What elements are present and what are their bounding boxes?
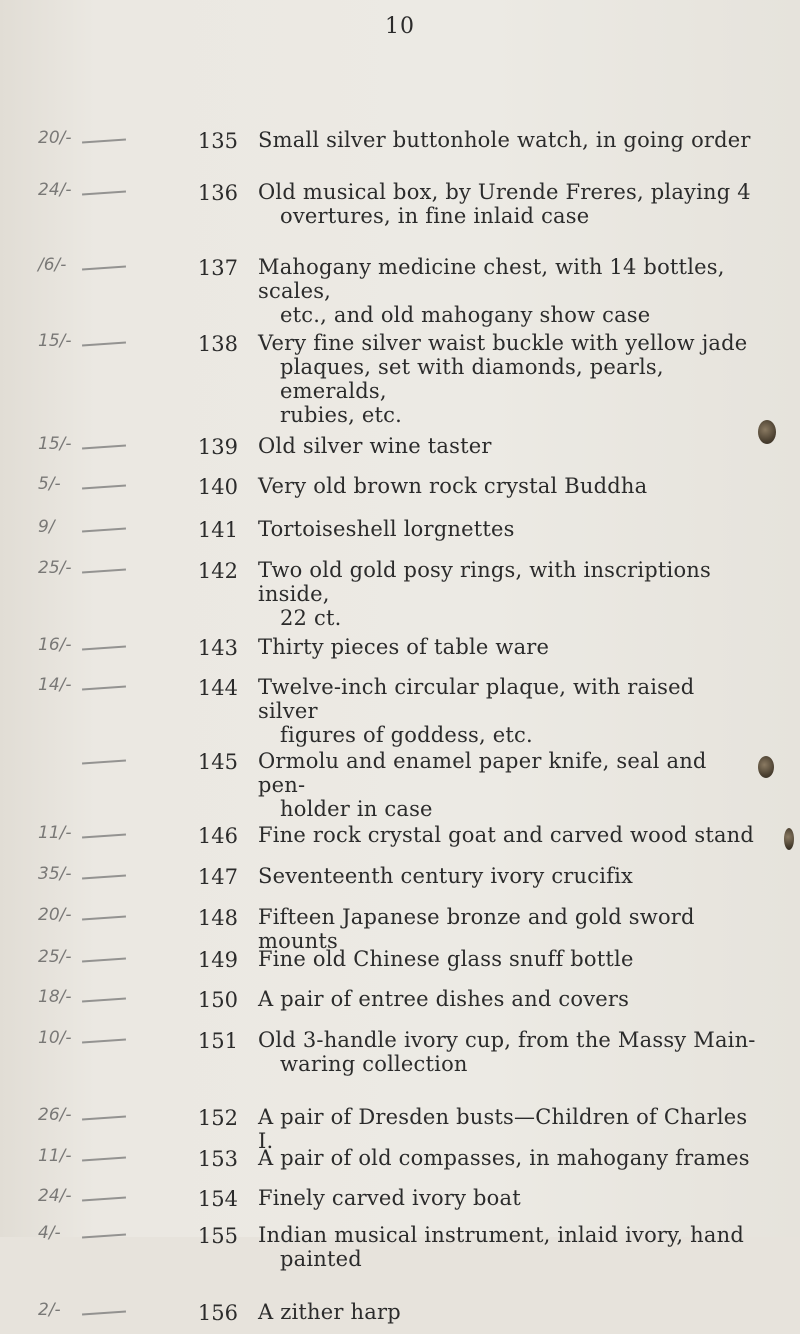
lot-description xyxy=(258,180,758,228)
handwritten-price-mark xyxy=(24,1186,174,1220)
lot-description xyxy=(258,1223,758,1271)
lot-description xyxy=(258,1300,758,1324)
price-mark-text: 26/- xyxy=(38,1105,72,1125)
pencil-stroke xyxy=(82,833,126,838)
price-mark-text: 35/- xyxy=(38,864,72,884)
lot-number: 141 xyxy=(197,518,238,542)
description-line: rubies, etc. xyxy=(280,403,402,427)
description-line: A pair of entree dishes and covers xyxy=(258,987,630,1011)
description-line: Very old brown rock crystal Buddha xyxy=(258,474,648,498)
price-mark-text: 2/- xyxy=(38,1300,61,1320)
pencil-stroke xyxy=(82,138,126,143)
lot-number: 136 xyxy=(197,181,238,205)
description-line: A pair of Dresden busts—Children of Charles I. xyxy=(258,1105,748,1153)
lot-description xyxy=(258,675,758,747)
pencil-stroke xyxy=(82,1115,126,1120)
handwritten-price-mark xyxy=(24,558,174,592)
description-line: Ormolu and enamel paper knife, seal and pen- xyxy=(258,749,707,797)
handwritten-price-mark xyxy=(24,947,174,981)
price-mark-text: 24/- xyxy=(38,1186,72,1206)
lot-number: 145 xyxy=(197,750,238,774)
lot-description xyxy=(258,331,758,427)
lot-number: 151 xyxy=(197,1029,238,1053)
handwritten-price-mark xyxy=(24,864,174,898)
description-line: Tortoiseshell lorgnettes xyxy=(258,517,515,541)
description-line: 22 ct. xyxy=(280,606,342,630)
lot-number: 135 xyxy=(197,129,238,153)
lot-number: 148 xyxy=(197,906,238,930)
pencil-stroke xyxy=(82,957,126,962)
lot-number: 142 xyxy=(197,559,238,583)
description-line: Indian musical instrument, inlaid ivory, hand xyxy=(258,1223,744,1247)
lot-description xyxy=(258,823,758,847)
pencil-stroke xyxy=(82,341,126,346)
lot-number: 140 xyxy=(197,475,238,499)
price-mark-text: /6/- xyxy=(38,255,67,275)
price-mark-text: 18/- xyxy=(38,987,72,1007)
description-line: figures of goddess, etc. xyxy=(280,723,533,747)
handwritten-price-mark xyxy=(24,749,174,783)
description-line: Thirty pieces of table ware xyxy=(258,635,550,659)
lot-number: 144 xyxy=(197,676,238,700)
pencil-stroke xyxy=(82,568,126,573)
description-line: waring collection xyxy=(280,1052,468,1076)
description-line: Old silver wine taster xyxy=(258,434,492,458)
page-number: 10 xyxy=(385,14,415,39)
handwritten-price-mark xyxy=(24,675,174,709)
ink-blot xyxy=(758,420,776,444)
description-line: Old musical box, by Urende Freres, playing 4 xyxy=(258,180,751,204)
description-line: plaques, set with diamonds, pearls, emeralds, xyxy=(280,355,664,403)
handwritten-price-mark xyxy=(24,1223,174,1257)
price-mark-text: 4/- xyxy=(38,1223,61,1243)
description-line: Very fine silver waist buckle with yellow jade xyxy=(258,331,748,355)
description-line: Fine old Chinese glass snuff bottle xyxy=(258,947,634,971)
handwritten-price-mark xyxy=(24,1300,174,1334)
price-mark-text: 25/- xyxy=(38,947,72,967)
lot-description xyxy=(258,905,758,953)
price-mark-text: 20/- xyxy=(38,905,72,925)
description-line: Small silver buttonhole watch, in going order xyxy=(258,128,751,152)
description-line: A zither harp xyxy=(258,1300,401,1324)
handwritten-price-mark xyxy=(24,823,174,857)
handwritten-price-mark xyxy=(24,517,174,551)
description-line: Two old gold posy rings, with inscriptions inside, xyxy=(258,558,712,606)
lot-description xyxy=(258,864,758,888)
lot-description xyxy=(258,635,758,659)
description-line: Old 3-handle ivory cup, from the Massy Main- xyxy=(258,1028,756,1052)
price-mark-text: 5/- xyxy=(38,474,61,494)
lot-description xyxy=(258,1028,758,1076)
description-line: etc., and old mahogany show case xyxy=(280,303,651,327)
handwritten-price-mark xyxy=(24,474,174,508)
description-line: Seventeenth century ivory crucifix xyxy=(258,864,634,888)
pencil-stroke xyxy=(82,645,126,650)
lot-number: 138 xyxy=(197,332,238,356)
pencil-stroke xyxy=(82,265,126,270)
pencil-stroke xyxy=(82,1156,126,1161)
lot-description xyxy=(258,1186,758,1210)
price-mark-text: 24/- xyxy=(38,180,72,200)
pencil-stroke xyxy=(82,484,126,489)
handwritten-price-mark xyxy=(24,331,174,365)
description-line: Fine rock crystal goat and carved wood stand xyxy=(258,823,755,847)
handwritten-price-mark xyxy=(24,180,174,214)
price-mark-text: 20/- xyxy=(38,128,72,148)
lot-number: 156 xyxy=(197,1301,238,1325)
pencil-stroke xyxy=(82,444,126,449)
pencil-stroke xyxy=(82,874,126,879)
price-mark-text: 14/- xyxy=(38,675,72,695)
lot-description xyxy=(258,558,758,630)
lot-number: 143 xyxy=(197,636,238,660)
handwritten-price-mark xyxy=(24,1028,174,1062)
lot-description xyxy=(258,947,758,971)
lot-description xyxy=(258,517,758,541)
pencil-stroke xyxy=(82,1196,126,1201)
lot-number: 146 xyxy=(197,824,238,848)
handwritten-price-mark xyxy=(24,1146,174,1180)
handwritten-price-mark xyxy=(24,635,174,669)
price-mark-text: 11/- xyxy=(38,823,72,843)
pencil-stroke xyxy=(82,1310,126,1315)
lot-description xyxy=(258,255,758,327)
pencil-stroke xyxy=(82,759,126,764)
price-mark-text: 10/- xyxy=(38,1028,72,1048)
lot-number: 147 xyxy=(197,865,238,889)
lot-number: 150 xyxy=(197,988,238,1012)
lot-number: 152 xyxy=(197,1106,238,1130)
lot-number: 149 xyxy=(197,948,238,972)
lot-description xyxy=(258,128,758,152)
lot-number: 139 xyxy=(197,435,238,459)
handwritten-price-mark xyxy=(24,434,174,468)
description-line: A pair of old compasses, in mahogany frames xyxy=(258,1146,750,1170)
description-line: holder in case xyxy=(280,797,433,821)
lot-description xyxy=(258,434,758,458)
pencil-stroke xyxy=(82,1233,126,1238)
pencil-stroke xyxy=(82,997,126,1002)
pencil-stroke xyxy=(82,527,126,532)
lot-number: 154 xyxy=(197,1187,238,1211)
ink-blot xyxy=(758,756,774,778)
pencil-stroke xyxy=(82,915,126,920)
handwritten-price-mark xyxy=(24,987,174,1021)
pencil-stroke xyxy=(82,1038,126,1043)
lot-number: 153 xyxy=(197,1147,238,1171)
handwritten-price-mark xyxy=(24,255,174,289)
handwritten-price-mark xyxy=(24,1105,174,1139)
description-line: overtures, in fine inlaid case xyxy=(280,204,590,228)
lot-number: 137 xyxy=(197,256,238,280)
price-mark-text: 15/- xyxy=(38,434,72,454)
lot-description xyxy=(258,1146,758,1170)
price-mark-text: 15/- xyxy=(38,331,72,351)
description-line: Fifteen Japanese bronze and gold sword mounts xyxy=(258,905,695,953)
description-line: Twelve-inch circular plaque, with raised silver xyxy=(258,675,695,723)
lot-number: 155 xyxy=(197,1224,238,1248)
description-line: Finely carved ivory boat xyxy=(258,1186,521,1210)
handwritten-price-mark xyxy=(24,905,174,939)
ink-blot xyxy=(784,828,794,850)
price-mark-text: 11/- xyxy=(38,1146,72,1166)
price-mark-text: 9/ xyxy=(38,517,55,537)
description-line: Mahogany medicine chest, with 14 bottles, scales, xyxy=(258,255,725,303)
lot-description xyxy=(258,749,758,821)
lot-description xyxy=(258,474,758,498)
description-line: painted xyxy=(280,1247,362,1271)
pencil-stroke xyxy=(82,190,126,195)
pencil-stroke xyxy=(82,685,126,690)
price-mark-text: 25/- xyxy=(38,558,72,578)
price-mark-text: 16/- xyxy=(38,635,72,655)
lot-description xyxy=(258,987,758,1011)
handwritten-price-mark xyxy=(24,128,174,162)
